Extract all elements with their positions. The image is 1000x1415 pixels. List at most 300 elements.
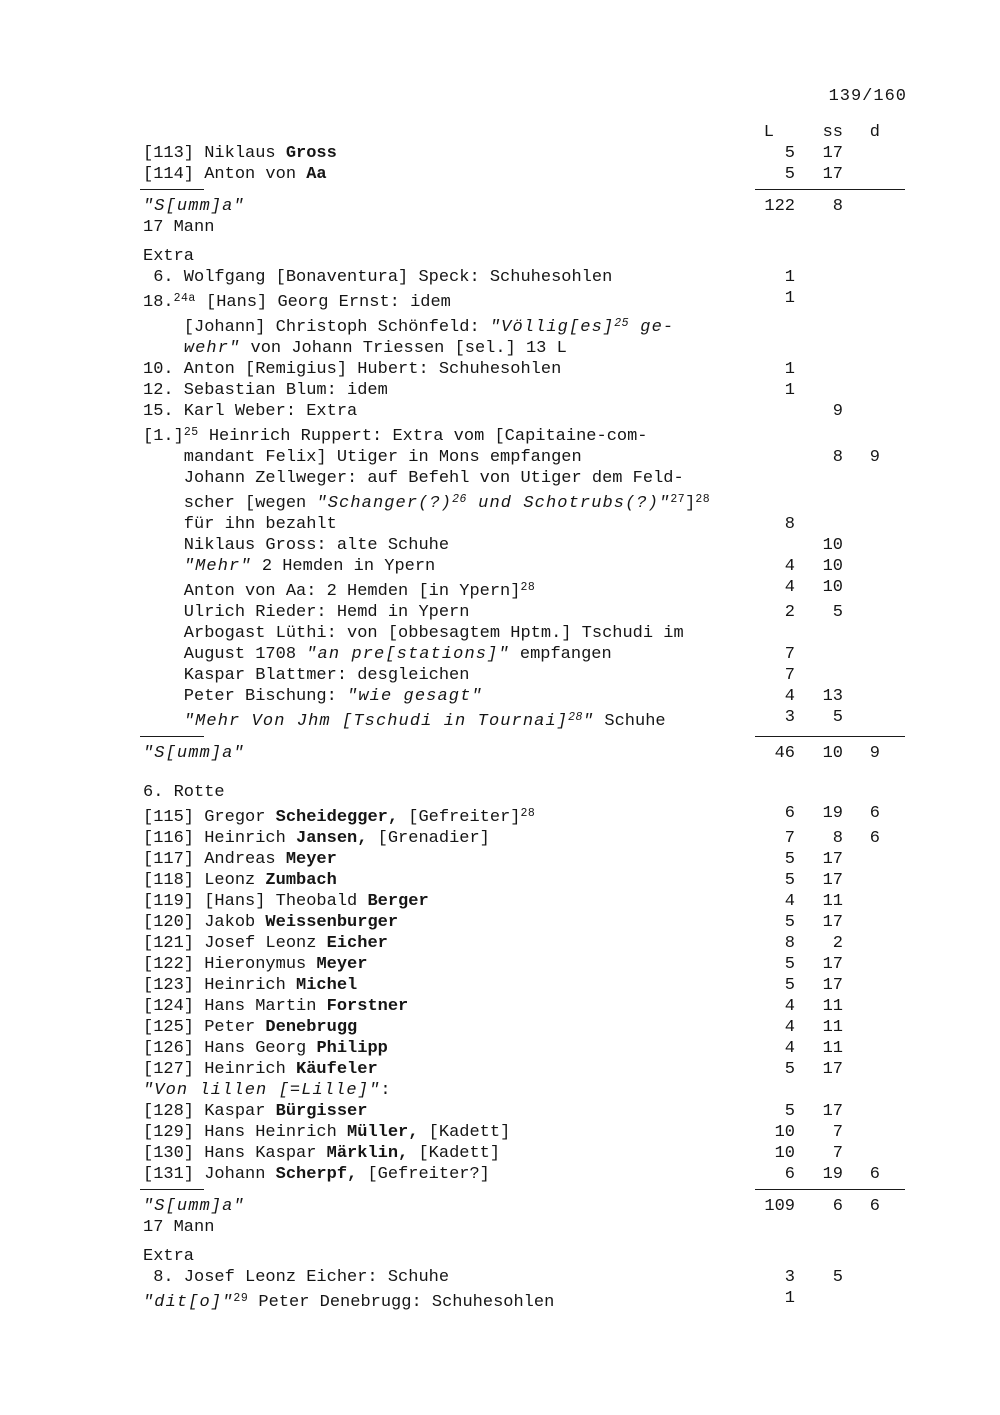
table-row (143, 891, 880, 912)
row-text (143, 933, 739, 954)
row-text-segment: 17 Mann (143, 218, 215, 237)
col-l-value (739, 217, 795, 238)
col-d-value (843, 1288, 880, 1313)
row-text (143, 447, 739, 468)
table-row (143, 401, 880, 422)
row-text (143, 665, 739, 686)
col-d-value (843, 1267, 880, 1288)
row-text-segment: 2 Hemden in Ypern (251, 557, 436, 576)
row-text (143, 1122, 739, 1143)
table-row (143, 468, 880, 489)
row-text-segment: Käufeler (296, 1060, 378, 1079)
col-l-value: 5 (784, 1060, 795, 1079)
row-text-segment: Bürgisser (275, 1102, 368, 1121)
row-text-segment: 25 (614, 317, 629, 330)
col-l-value: 5 (784, 144, 795, 163)
col-ss-value: 5 (832, 708, 843, 727)
row-text-segment: Anton von Aa: 2 Hemden [in Ypern] (143, 582, 521, 601)
col-l-value: 5 (784, 1102, 795, 1121)
col-d-value (843, 338, 880, 359)
row-text-segment: Philipp (316, 1039, 388, 1058)
row-text (143, 1217, 739, 1238)
table-row (143, 1196, 880, 1217)
row-text (143, 288, 739, 313)
col-ss-value (795, 623, 843, 644)
col-l-value (739, 401, 795, 422)
row-text-segment: : (380, 1081, 391, 1100)
section-rotte6 (143, 782, 880, 1238)
table-row (143, 1288, 880, 1313)
table-row (143, 870, 880, 891)
col-d-value (843, 514, 880, 535)
table-row (143, 1217, 880, 1238)
col-ss-value: 17 (822, 850, 843, 869)
col-ss-value: 17 (822, 913, 843, 932)
row-text-segment: [114] Anton von (143, 165, 307, 184)
col-d-value (843, 489, 880, 514)
table-row (143, 933, 880, 954)
row-text-segment: "Mehr Von Jhm [Tschudi in Tournai] (183, 712, 569, 731)
col-d-value (843, 359, 880, 380)
table-row (143, 359, 880, 380)
col-l-value (739, 313, 795, 338)
row-text-segment: [Johann] Christoph Schönfeld: (143, 318, 490, 337)
col-l-value: 6 (784, 1165, 795, 1184)
row-text-segment: Zumbach (265, 871, 337, 890)
row-text-segment: "an pre[stations]" (306, 645, 510, 664)
col-ss-value (795, 380, 843, 401)
table-row (143, 1080, 880, 1101)
row-text-segment: 29 (233, 1292, 249, 1305)
col-l-value: 8 (784, 515, 795, 534)
row-text-segment: Denebrugg (265, 1018, 358, 1037)
col-ss-value: 17 (822, 144, 843, 163)
row-text-segment: Peter Denebrugg: Schuhesohlen (248, 1293, 555, 1312)
row-text (143, 422, 739, 447)
row-text (143, 577, 739, 602)
row-text-segment: für ihn bezahlt (143, 515, 337, 534)
col-l-value: 5 (784, 955, 795, 974)
row-text (143, 313, 739, 338)
row-text-segment: Arbogast Lüthi: von [obbesagtem Hptm.] Tschudi im (143, 624, 684, 643)
col-l-value: 4 (784, 557, 795, 576)
column-header-row (143, 122, 880, 143)
row-text-segment: [127] Heinrich (143, 1060, 297, 1079)
col-l-value: 5 (784, 165, 795, 184)
row-text-segment: 6. Wolfgang [Bonaventura] Speck: Schuhesohlen (143, 268, 613, 287)
col-d-value (843, 267, 880, 288)
sum-rule (143, 732, 880, 743)
row-text-segment: [Grenadier] (367, 829, 490, 848)
table-row (143, 217, 880, 238)
col-d-value (843, 954, 880, 975)
table-row (143, 1267, 880, 1288)
col-l-value: 4 (784, 687, 795, 706)
row-text-segment: Märklin, (326, 1144, 409, 1163)
row-text-segment: [Gefreiter] (398, 808, 521, 827)
row-text-segment: "Von lillen [=Lille]" (143, 1081, 381, 1100)
table-row (143, 313, 880, 338)
col-d-value (843, 975, 880, 996)
table-row (143, 975, 880, 996)
col-d-value (843, 644, 880, 665)
col-l-value: 4 (784, 578, 795, 597)
col-ss-value (795, 514, 843, 535)
col-d-value (843, 288, 880, 313)
col-d-value (843, 1143, 880, 1164)
row-text (143, 743, 739, 764)
col-l-value (739, 1217, 795, 1238)
col-d-value (843, 707, 880, 732)
column-header-l: L (763, 123, 774, 142)
col-ss-value (795, 489, 843, 514)
col-d-value (843, 1080, 880, 1101)
col-d-value (843, 556, 880, 577)
column-header-d: d (869, 123, 880, 142)
row-text (143, 535, 739, 556)
row-text-segment: [125] Peter (143, 1018, 266, 1037)
table-row (143, 514, 880, 535)
col-d-value (843, 602, 880, 623)
row-text (143, 686, 739, 707)
col-d-value (843, 1101, 880, 1122)
col-ss-value (795, 1080, 843, 1101)
row-text-segment: [Kadett] (418, 1123, 511, 1142)
col-ss-value: 13 (822, 687, 843, 706)
row-text (143, 891, 739, 912)
table-row (143, 1017, 880, 1038)
row-text-segment: [115] Gregor (143, 808, 276, 827)
row-text (143, 1101, 739, 1122)
row-text-segment: Scheidegger, (275, 808, 399, 827)
col-ss-value: 5 (832, 603, 843, 622)
row-text-segment: 12. Sebastian Blum: idem (143, 381, 388, 400)
row-text-segment: "dit[o]" (143, 1293, 234, 1312)
row-text (143, 1143, 739, 1164)
col-d-value (843, 313, 880, 338)
row-text-segment: [118] Leonz (143, 871, 266, 890)
row-text (143, 267, 739, 288)
col-ss-value: 17 (822, 955, 843, 974)
col-ss-value: 11 (822, 1039, 843, 1058)
col-l-value: 4 (784, 1018, 795, 1037)
col-ss-value (795, 338, 843, 359)
row-text-segment: Meyer (316, 955, 368, 974)
row-text (143, 1196, 739, 1217)
sum-rule-left (140, 1189, 204, 1190)
col-d-value: 9 (869, 744, 880, 763)
sum-rule (143, 1185, 880, 1196)
table-row (143, 1101, 880, 1122)
table-row (143, 535, 880, 556)
column-header-ss: ss (822, 123, 843, 142)
table-row (143, 954, 880, 975)
col-ss-value: 11 (822, 892, 843, 911)
row-text-segment: [Gefreiter?] (357, 1165, 490, 1184)
table-row (143, 577, 880, 602)
row-text-segment: Weissenburger (265, 913, 399, 932)
col-l-value: 3 (784, 1268, 795, 1287)
col-ss-value (795, 1288, 843, 1313)
col-ss-value: 7 (832, 1144, 843, 1163)
row-text-segment: Gross (285, 144, 337, 163)
col-d-value (843, 686, 880, 707)
row-text (143, 122, 739, 143)
row-text-segment: [Hans] Georg Ernst: idem (195, 293, 451, 312)
row-text-segment: [131] Johann (143, 1165, 276, 1184)
col-d-value (843, 164, 880, 185)
col-ss-value: 17 (822, 871, 843, 890)
col-ss-value: 10 (822, 557, 843, 576)
col-ss-value: 8 (832, 197, 843, 216)
ledger-content (143, 122, 880, 1313)
row-text-segment: "S[umm]a" (143, 197, 245, 216)
col-l-value: 7 (784, 666, 795, 685)
col-l-value: 4 (784, 997, 795, 1016)
col-ss-value (795, 267, 843, 288)
row-text-segment: und Schotrubs(?)" (466, 494, 671, 513)
row-text-segment: 28 (520, 807, 536, 820)
row-text-segment: "Völlig[es] (489, 318, 615, 337)
row-text-segment (143, 339, 184, 358)
col-ss-value (795, 665, 843, 686)
row-text-segment: ] (685, 494, 696, 513)
row-text-segment: [129] Hans Heinrich (143, 1123, 348, 1142)
col-d-value: 6 (869, 829, 880, 848)
row-text-segment: 28 (568, 711, 583, 724)
row-text-segment: Meyer (285, 850, 337, 869)
col-d-value (843, 1122, 880, 1143)
col-d-value (843, 468, 880, 489)
row-text (143, 556, 739, 577)
row-text-segment: 8. Josef Leonz Eicher: Schuhe (143, 1268, 450, 1287)
section-heading-label: Extra (143, 1247, 195, 1266)
row-text-segment: [120] Jakob (143, 913, 266, 932)
row-text-segment: Niklaus Gross: alte Schuhe (143, 536, 450, 555)
col-d-value (843, 422, 880, 447)
row-text (143, 996, 739, 1017)
col-l-value: 1 (784, 1289, 795, 1308)
col-l-value: 5 (784, 913, 795, 932)
row-text-segment: [121] Josef Leonz (143, 934, 327, 953)
row-text (143, 196, 739, 217)
table-row (143, 380, 880, 401)
table-row (143, 164, 880, 185)
row-text (143, 164, 739, 185)
col-ss-value (795, 313, 843, 338)
row-text (143, 644, 739, 665)
col-l-value: 7 (784, 829, 795, 848)
col-d-value (843, 143, 880, 164)
col-d-value (843, 665, 880, 686)
section-heading-label: Extra (143, 247, 195, 266)
row-text-segment: Johann Zellweger: auf Befehl von Utiger dem Feld- (143, 469, 684, 488)
col-ss-value (795, 468, 843, 489)
col-ss-value: 17 (822, 1102, 843, 1121)
col-d-value (843, 401, 880, 422)
col-ss-value: 7 (832, 1123, 843, 1142)
row-text-segment: Jansen, (296, 829, 368, 848)
row-text-segment: [113] Niklaus (143, 144, 286, 163)
col-l-value: 4 (784, 1039, 795, 1058)
col-l-value: 8 (784, 934, 795, 953)
row-text-segment: Müller, (347, 1123, 419, 1142)
table-row (143, 803, 880, 828)
row-text-segment: [117] Andreas (143, 850, 286, 869)
row-text-segment: "S[umm]a" (143, 1197, 245, 1216)
col-d-value (843, 933, 880, 954)
sum-rule-right (755, 189, 905, 190)
sum-rule-left (140, 189, 204, 190)
sum-rule-right (755, 1189, 905, 1190)
row-text-segment: 24a (173, 292, 196, 305)
row-text-segment: "S[umm]a" (143, 744, 245, 763)
table-row (143, 623, 880, 644)
row-text (143, 1059, 739, 1080)
row-text-segment: 17 Mann (143, 1218, 215, 1237)
table-row (143, 828, 880, 849)
row-text-segment: [124] Hans Martin (143, 997, 327, 1016)
col-ss-value: 19 (822, 804, 843, 823)
row-text (143, 359, 739, 380)
row-text-segment: [Kadett] (408, 1144, 501, 1163)
row-text (143, 1017, 739, 1038)
col-ss-value: 10 (822, 536, 843, 555)
col-ss-value: 17 (822, 976, 843, 995)
row-text-segment: Eicher (326, 934, 388, 953)
table-row (143, 422, 880, 447)
row-text-segment: 28 (695, 493, 711, 506)
col-d-value (843, 891, 880, 912)
row-text-segment: 26 (452, 493, 467, 506)
row-text-segment: Schuhe (594, 712, 666, 731)
row-text-segment: " (582, 712, 595, 731)
row-text-segment: [119] [Hans] Theobald (143, 892, 368, 911)
col-ss-value (795, 217, 843, 238)
col-l-value: 1 (784, 268, 795, 287)
col-l-value: 4 (784, 892, 795, 911)
table-row (143, 1143, 880, 1164)
col-l-value: 1 (784, 289, 795, 308)
table-row (143, 447, 880, 468)
col-d-value (843, 1059, 880, 1080)
col-d-value (843, 849, 880, 870)
table-row (143, 644, 880, 665)
row-text-segment: Ulrich Rieder: Hemd in Ypern (143, 603, 470, 622)
row-text-segment: wehr" (183, 339, 241, 358)
row-text-segment: [128] Kaspar (143, 1102, 276, 1121)
row-text (143, 707, 739, 732)
col-l-value: 122 (764, 197, 795, 216)
col-d-value: 9 (869, 448, 880, 467)
col-ss-value: 8 (832, 448, 843, 467)
row-text (143, 1038, 739, 1059)
col-ss-value (795, 1217, 843, 1238)
section-extra-1 (143, 246, 880, 764)
row-text-segment: 15. Karl Weber: Extra (143, 402, 358, 421)
table-row (143, 196, 880, 217)
row-text-segment: ge- (629, 318, 675, 337)
row-text (143, 1080, 739, 1101)
row-text (143, 143, 739, 164)
row-text-segment: 10. Anton [Remigius] Hubert: Schuhesohlen (143, 360, 562, 379)
col-ss-value: 9 (832, 402, 843, 421)
row-text-segment: [126] Hans Georg (143, 1039, 317, 1058)
col-d-value (843, 623, 880, 644)
table-row (143, 489, 880, 514)
col-d-value (843, 196, 880, 217)
row-text-segment: mandant Felix] Utiger in Mons empfangen (143, 448, 582, 467)
row-text (143, 338, 739, 359)
col-d-value: 6 (869, 1197, 880, 1216)
row-text-segment: Aa (306, 165, 327, 184)
col-l-value: 1 (784, 360, 795, 379)
row-text (143, 1267, 739, 1288)
table-row (143, 1038, 880, 1059)
section-heading-label: 6. Rotte (143, 783, 225, 802)
row-text-segment: [130] Hans Kaspar (143, 1144, 327, 1163)
table-row (143, 1059, 880, 1080)
section-heading (143, 1246, 880, 1267)
row-text-segment: 18. (143, 293, 174, 312)
row-text (143, 1288, 739, 1313)
col-d-value (843, 1017, 880, 1038)
row-text-segment: Berger (367, 892, 429, 911)
col-l-value: 5 (784, 976, 795, 995)
section-rotte5-end (143, 122, 880, 238)
col-d-value (843, 577, 880, 602)
row-text-segment: scher [wegen (143, 494, 317, 513)
table-row (143, 912, 880, 933)
col-d-value (843, 380, 880, 401)
row-text (143, 401, 739, 422)
row-text (143, 623, 739, 644)
col-d-value (843, 217, 880, 238)
row-text-segment: [123] Heinrich (143, 976, 297, 995)
section-heading (143, 782, 880, 803)
col-l-value (739, 489, 795, 514)
row-text (143, 514, 739, 535)
row-text-segment: Heinrich Ruppert: Extra vom [Capitaine-com- (198, 427, 648, 446)
row-text-segment: August 1708 (143, 645, 307, 664)
col-l-value (739, 468, 795, 489)
col-l-value: 3 (784, 708, 795, 727)
col-l-value: 46 (774, 744, 795, 763)
section-heading (143, 246, 880, 267)
col-ss-value: 10 (822, 578, 843, 597)
col-l-value (739, 447, 795, 468)
sum-rule-right (755, 736, 905, 737)
table-row (143, 665, 880, 686)
table-row (143, 288, 880, 313)
table-row (143, 849, 880, 870)
col-l-value (739, 535, 795, 556)
row-text (143, 912, 739, 933)
col-ss-value: 8 (832, 829, 843, 848)
row-text (143, 803, 739, 828)
col-ss-value: 11 (822, 1018, 843, 1037)
col-ss-value: 17 (822, 165, 843, 184)
col-ss-value: 6 (832, 1197, 843, 1216)
table-row (143, 707, 880, 732)
table-row (143, 556, 880, 577)
table-row (143, 1164, 880, 1185)
col-d-value: 6 (869, 1165, 880, 1184)
col-d-value (843, 1217, 880, 1238)
col-ss-value: 5 (832, 1268, 843, 1287)
col-ss-value: 17 (822, 1060, 843, 1079)
col-l-value: 6 (784, 804, 795, 823)
